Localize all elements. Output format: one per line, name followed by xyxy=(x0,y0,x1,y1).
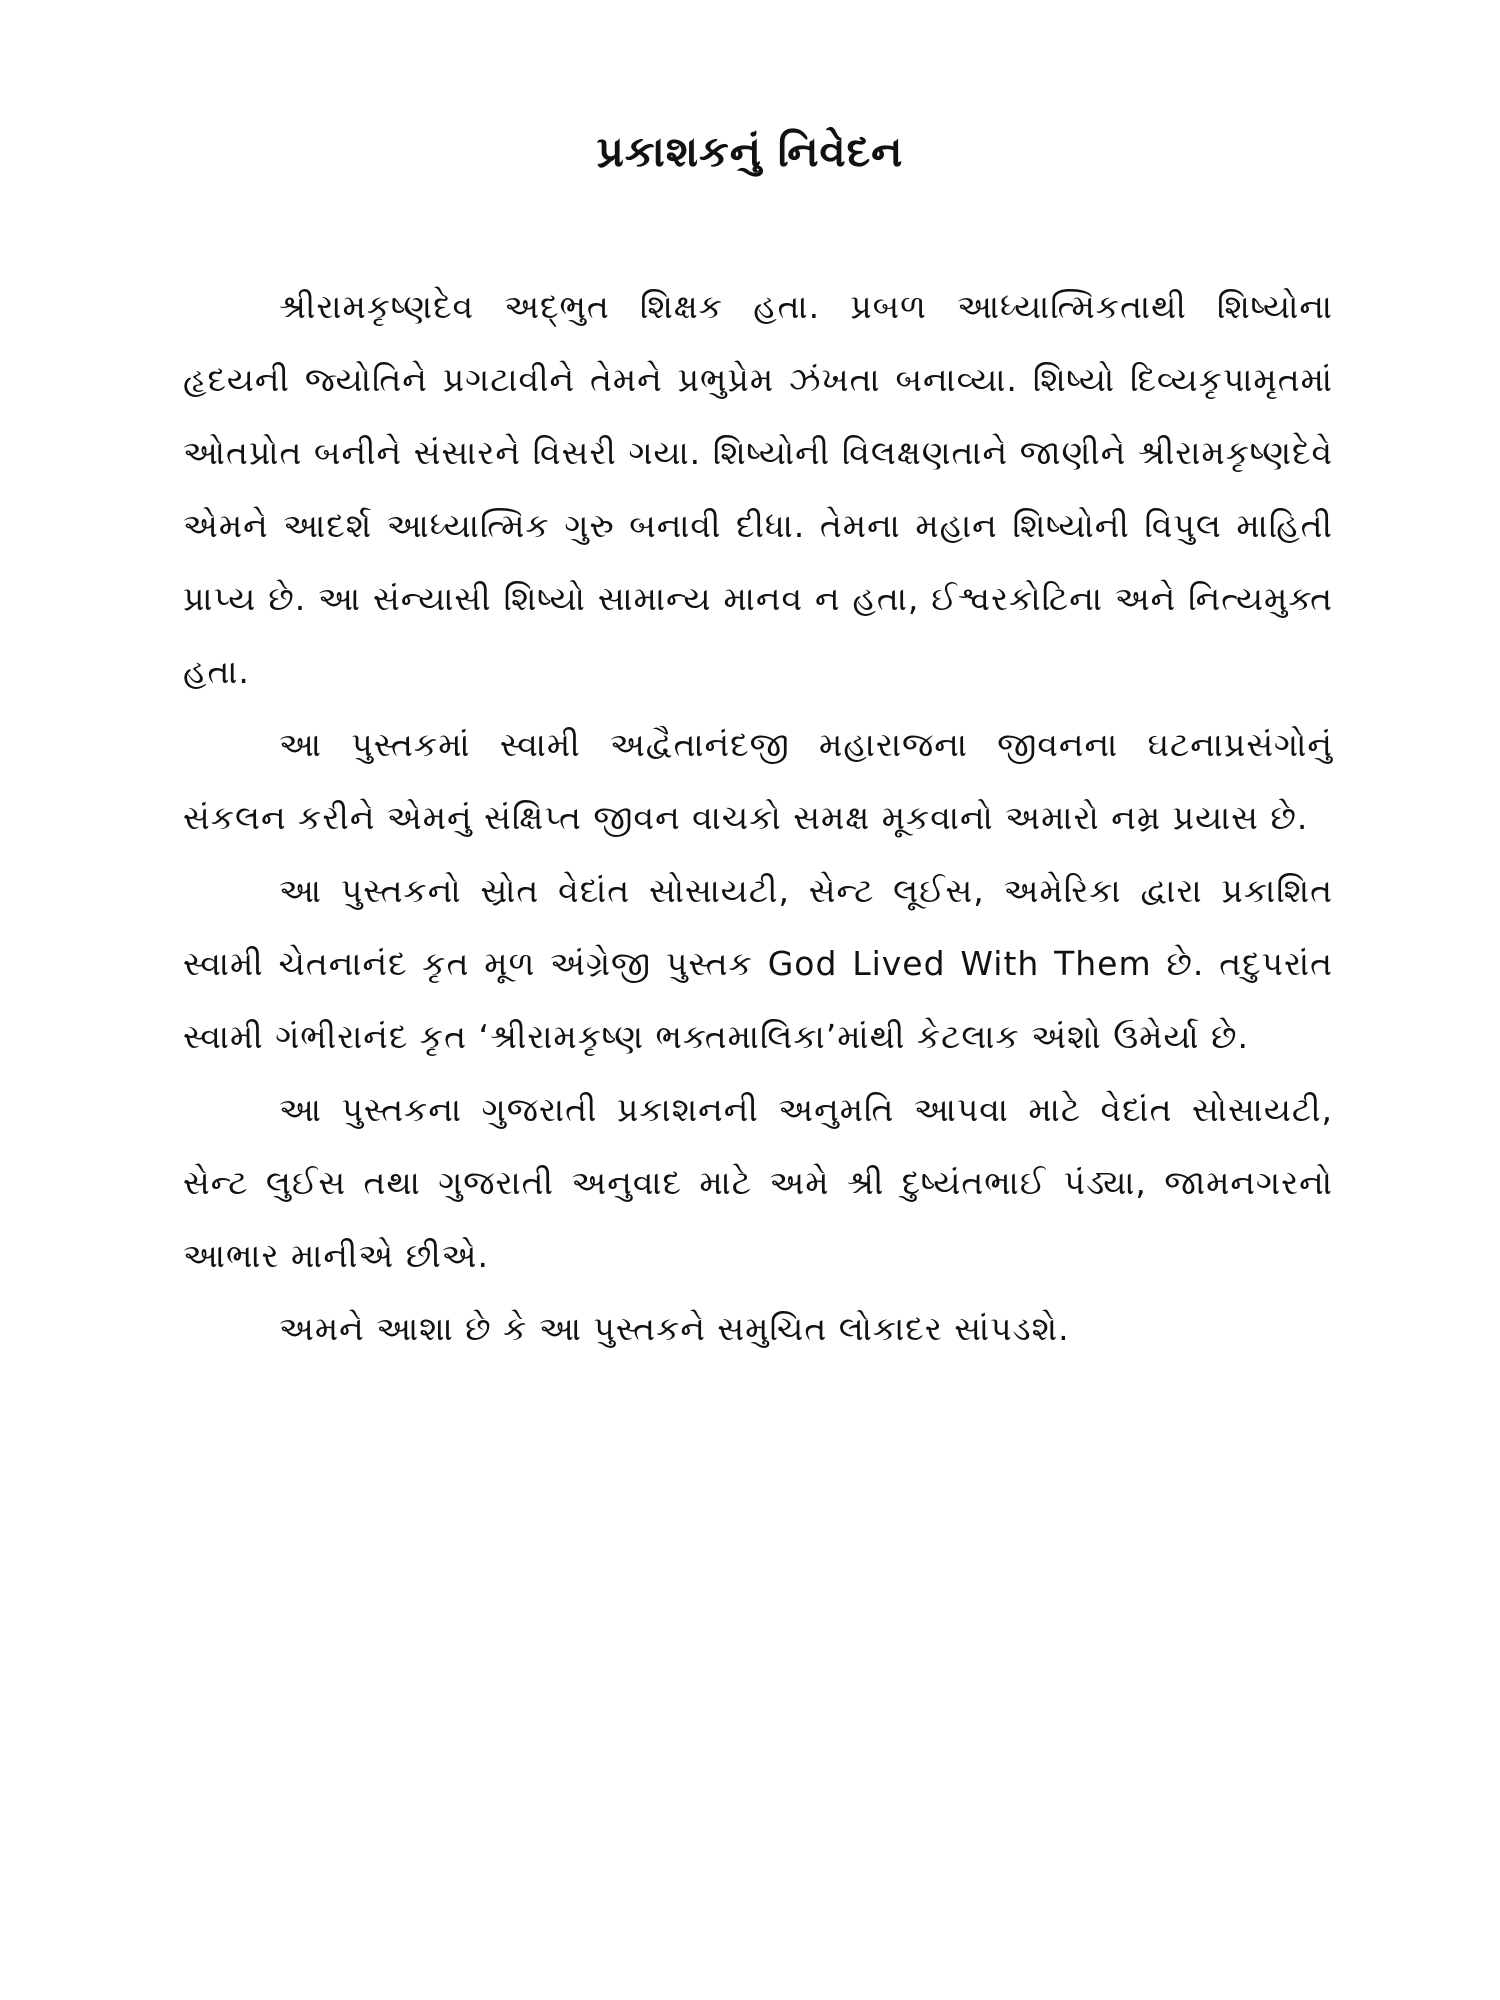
paragraph-5: અમને આશા છે કે આ પુસ્તકને સમુચિત લોકાદર સાંપડશે. xyxy=(279,1309,1070,1348)
paragraph-1: શ્રીરામકૃષ્ણદેવ અદ્ભુત શિક્ષક હતા. પ્રબળ આધ્યાત્મિકતાથી શિષ્યોના હૃદયની જ્યોતિને પ્રગટાવીને તેમને પ્રભુપ્રેમ ઝંખતા બનાવ્યા. શિષ્યો દિવ્યકૃપામૃતમાં ઓતપ્રોત બનીને સંસારને વિસરી ગયા. શિષ્યોની વિલક્ષણતાને જાણીને શ્રીરામકૃષ્ણદેવે એમને આદર્શ આધ્યાત્મિક ગુરુ બનાવી દીધા. તેમના મહાન શિષ્યોની વિપુલ માહિતી પ્રાપ્ય છે. આ સંન્યાસી શિષ્યો સામાન્ય માનવ ન હતા, ઈશ્વરકોટિના અને નિત્યમુક્ત હતા. xyxy=(183,287,1333,691)
paragraph-2: આ પુસ્તકમાં સ્વામી અદ્વૈતાનંદજી મહારાજના જીવનના ઘટનાપ્રસંગોનું સંકલન કરીને એમનું સંક્ષિપ્ત જીવન વાચકો સમક્ષ મૂકવાનો અમારો નમ્ર પ્રયાસ છે. xyxy=(183,725,1333,837)
page-title: પ્રકાશકનું નિવેદન xyxy=(596,127,904,176)
paragraph-4: આ પુસ્તકના ગુજરાતી પ્રકાશનની અનુમતિ આપવા માટે વેદાંત સોસાયટી, સેન્ટ લુઈસ તથા ગુજરાતી અનુવાદ માટે અમે શ્રી દુષ્યંતભાઈ પંડ્યા, જામનગરનો આભાર માનીએ છીએ. xyxy=(183,1090,1333,1275)
paragraph-3: આ પુસ્તકનો સ્રોત વેદાંત સોસાયટી, સેન્ટ લૂઈસ, અમેરિકા દ્વારા પ્રકાશિત સ્વામી ચેતનાનંદ કૃત મૂળ અંગ્રેજી પુસ્તક God Lived With Them છે. તદુપરાંત સ્વામી ગંભીરાનંદ કૃત ‘શ્રીરામકૃષ્ણ ભક્તમાલિકા’માંથી કેટલાક અંશો ઉમેર્યા છે. xyxy=(183,871,1333,1056)
body-text xyxy=(183,270,1333,1365)
